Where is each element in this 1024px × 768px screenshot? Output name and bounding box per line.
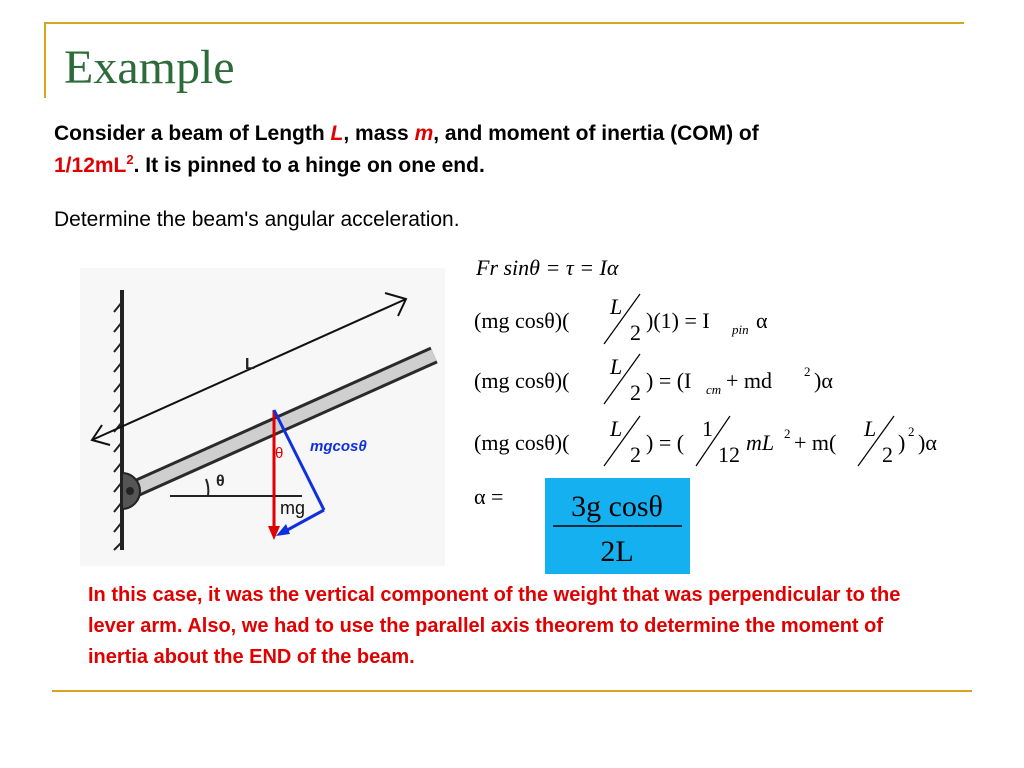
length-label: L (245, 356, 255, 373)
figure-background (80, 268, 445, 566)
eq4-mid2: mL (746, 430, 775, 455)
eq3-end: )α (814, 368, 833, 393)
answer-numerator: 3g cosθ (571, 490, 663, 523)
beam-diagram (80, 268, 445, 566)
intro-text-1: Consider a beam of Length (54, 122, 331, 145)
angle-label: θ (216, 473, 225, 490)
hinge-pin (126, 487, 134, 495)
task-text: Determine the beam's angular acceleration. (54, 208, 460, 231)
eq4-frac2-den: 2 (882, 442, 893, 467)
eq3-frac-den: 2 (630, 380, 641, 405)
answer-denominator: 2L (600, 535, 634, 568)
eq2-mid: )(1) = I (646, 308, 710, 333)
eq4-frac1-den: 12 (718, 442, 740, 467)
eq2-subscript: pin (732, 322, 749, 337)
inertia-base: 1/12mL (54, 154, 127, 177)
eq4-mid3: + m( (794, 430, 837, 455)
inertia-exponent: 2 (126, 152, 134, 167)
bottom-rule (52, 690, 972, 692)
intro-text-2: , mass (343, 122, 415, 145)
eq4-close: ) (898, 430, 906, 455)
left-rule (44, 22, 46, 98)
eq3-mid: ) = (I (646, 368, 692, 393)
mass-symbol: m (414, 122, 434, 145)
intro-text-3: , and moment of inertia (COM) of (433, 122, 759, 145)
top-rule (44, 22, 964, 24)
eq2-frac-num: L (610, 294, 623, 319)
eq4-superscript-2: 2 (908, 424, 915, 439)
eq4-frac2-num: L (864, 416, 877, 441)
eq2-left: (mg cosθ)( (474, 308, 570, 333)
eq4-frac-num: L (610, 416, 623, 441)
problem-statement (54, 118, 954, 182)
answer-box (545, 478, 690, 574)
alpha-prefix: α = (474, 484, 504, 509)
eq2-end: α (756, 308, 768, 333)
eq4-frac1-num: 1 (702, 416, 713, 441)
eq4-mid: ) = ( (646, 430, 685, 455)
eq3-left: (mg cosθ)( (474, 368, 570, 393)
eq4-end: )α (918, 430, 937, 455)
answer-fraction (545, 478, 690, 574)
eq4-left: (mg cosθ)( (474, 430, 570, 455)
inertia-expression (54, 154, 134, 177)
eq3-frac-num: L (610, 354, 623, 379)
conclusion-text: In this case, it was the vertical component of the weight that was perpendicular to the lever arm. Also, we had to use the parallel axis theorem to determine the moment of inertia about the END of the beam. (88, 584, 901, 668)
equation-1: Fr sinθ = τ = Iα (476, 255, 619, 280)
slide-title: Example (64, 41, 235, 94)
eq4-frac-den: 2 (630, 442, 641, 467)
weight-label: mg (280, 498, 306, 518)
mgcos-label: mgcosθ (310, 438, 367, 455)
eq3-subscript: cm (706, 382, 722, 397)
theta-red-label: θ (275, 445, 284, 462)
intro-text-4: . It is pinned to a hinge on one end. (133, 154, 485, 177)
eq2-frac-den: 2 (630, 320, 641, 345)
eq4-superscript: 2 (784, 426, 791, 441)
length-symbol: L (330, 122, 344, 145)
eq3-mid2: + md (726, 368, 773, 393)
eq3-superscript: 2 (804, 364, 811, 379)
